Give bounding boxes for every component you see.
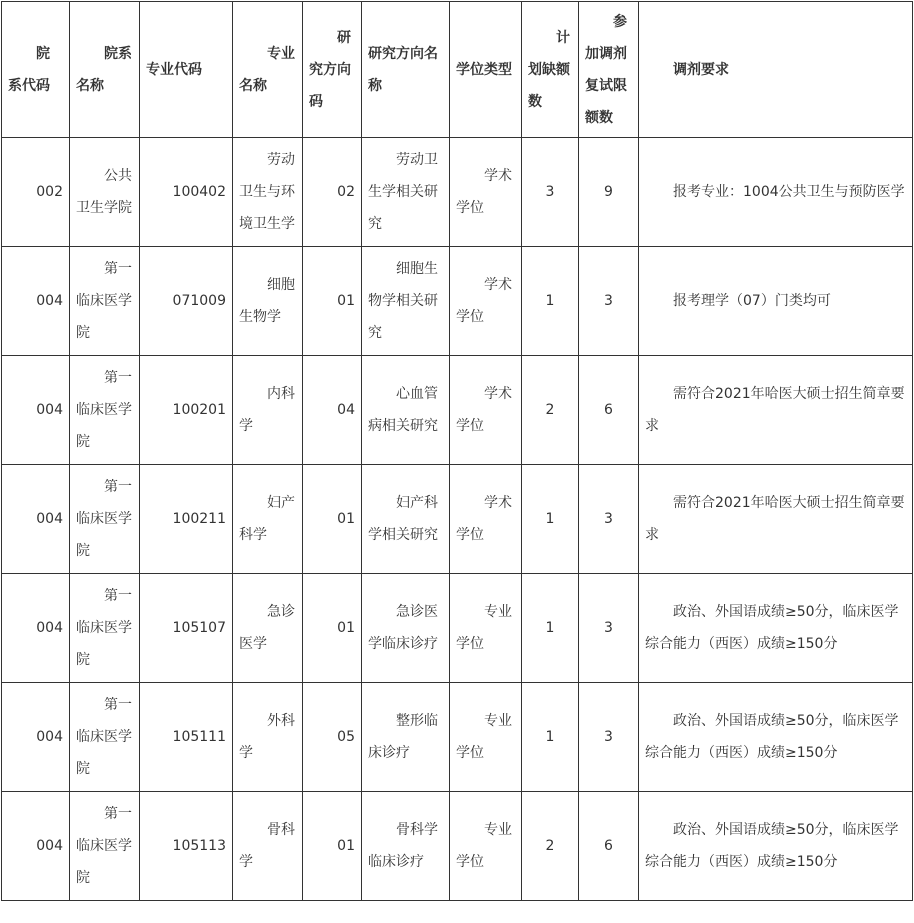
header-dept-name: 院系名称 — [70, 2, 140, 138]
cell-degree-type: 学术学位 — [450, 247, 522, 356]
cell-direction-name: 妇产科学相关研究 — [362, 465, 450, 574]
header-major-name: 专业名称 — [233, 2, 303, 138]
cell-degree-type: 学术学位 — [450, 356, 522, 465]
cell-degree-type: 专业学位 — [450, 792, 522, 901]
header-direction-code: 研究方向码 — [303, 2, 362, 138]
cell-plan-count: 3 — [522, 138, 579, 247]
cell-major-name: 劳动卫生与环境卫生学 — [233, 138, 303, 247]
cell-major-code: 100211 — [140, 465, 233, 574]
cell-major-name: 细胞生物学 — [233, 247, 303, 356]
cell-major-name: 急诊医学 — [233, 574, 303, 683]
table-row — [2, 138, 913, 247]
cell-retest-limit: 6 — [579, 356, 639, 465]
cell-requirement: 报考专业：1004公共卫生与预防医学 — [639, 138, 913, 247]
cell-retest-limit: 6 — [579, 792, 639, 901]
cell-plan-count: 1 — [522, 574, 579, 683]
cell-requirement: 需符合2021年哈医大硕士招生简章要求 — [639, 356, 913, 465]
cell-direction-name: 骨科学临床诊疗 — [362, 792, 450, 901]
table-row — [2, 683, 913, 792]
cell-dept-name: 第一临床医学院 — [70, 356, 140, 465]
cell-major-code: 105113 — [140, 792, 233, 901]
cell-dept-code: 004 — [2, 574, 70, 683]
cell-major-code: 105111 — [140, 683, 233, 792]
cell-plan-count: 2 — [522, 792, 579, 901]
cell-dept-code: 004 — [2, 465, 70, 574]
cell-direction-code: 04 — [303, 356, 362, 465]
cell-requirement: 报考理学（07）门类均可 — [639, 247, 913, 356]
table-row — [2, 356, 913, 465]
cell-requirement: 政治、外国语成绩≥50分，临床医学综合能力（西医）成绩≥150分 — [639, 574, 913, 683]
cell-major-name: 妇产科学 — [233, 465, 303, 574]
cell-retest-limit: 3 — [579, 247, 639, 356]
adjustment-table — [1, 1, 913, 901]
cell-dept-name: 公共卫生学院 — [70, 138, 140, 247]
cell-direction-code: 01 — [303, 574, 362, 683]
cell-retest-limit: 3 — [579, 574, 639, 683]
cell-plan-count: 1 — [522, 683, 579, 792]
cell-dept-name: 第一临床医学院 — [70, 792, 140, 901]
cell-dept-code: 004 — [2, 356, 70, 465]
cell-dept-name: 第一临床医学院 — [70, 574, 140, 683]
cell-direction-name: 劳动卫生学相关研究 — [362, 138, 450, 247]
cell-dept-name: 第一临床医学院 — [70, 247, 140, 356]
cell-dept-name: 第一临床医学院 — [70, 683, 140, 792]
cell-degree-type: 学术学位 — [450, 465, 522, 574]
cell-dept-code: 004 — [2, 792, 70, 901]
cell-requirement: 政治、外国语成绩≥50分，临床医学综合能力（西医）成绩≥150分 — [639, 792, 913, 901]
header-direction-name: 研究方向名称 — [362, 2, 450, 138]
cell-dept-name: 第一临床医学院 — [70, 465, 140, 574]
cell-direction-code: 01 — [303, 465, 362, 574]
header-requirement: 调剂要求 — [639, 2, 913, 138]
cell-major-code: 100201 — [140, 356, 233, 465]
cell-direction-name: 心血管病相关研究 — [362, 356, 450, 465]
cell-degree-type: 专业学位 — [450, 683, 522, 792]
cell-major-code: 105107 — [140, 574, 233, 683]
cell-dept-code: 004 — [2, 247, 70, 356]
cell-direction-code: 02 — [303, 138, 362, 247]
cell-degree-type: 专业学位 — [450, 574, 522, 683]
cell-major-name: 骨科学 — [233, 792, 303, 901]
cell-direction-name: 急诊医学临床诊疗 — [362, 574, 450, 683]
cell-major-code: 071009 — [140, 247, 233, 356]
table-row — [2, 792, 913, 901]
table-row — [2, 465, 913, 574]
cell-plan-count: 2 — [522, 356, 579, 465]
cell-major-name: 内科学 — [233, 356, 303, 465]
header-dept-code: 院系代码 — [2, 2, 70, 138]
cell-degree-type: 学术学位 — [450, 138, 522, 247]
table-row — [2, 247, 913, 356]
cell-retest-limit: 9 — [579, 138, 639, 247]
header-plan-count: 计划缺额数 — [522, 2, 579, 138]
cell-direction-code: 05 — [303, 683, 362, 792]
header-degree-type: 学位类型 — [450, 2, 522, 138]
cell-major-code: 100402 — [140, 138, 233, 247]
cell-major-name: 外科学 — [233, 683, 303, 792]
cell-direction-code: 01 — [303, 792, 362, 901]
header-retest-limit: 参加调剂复试限额数 — [579, 2, 639, 138]
cell-retest-limit: 3 — [579, 683, 639, 792]
cell-dept-code: 004 — [2, 683, 70, 792]
header-major-code: 专业代码 — [140, 2, 233, 138]
cell-dept-code: 002 — [2, 138, 70, 247]
cell-direction-name: 整形临床诊疗 — [362, 683, 450, 792]
cell-direction-code: 01 — [303, 247, 362, 356]
cell-requirement: 政治、外国语成绩≥50分，临床医学综合能力（西医）成绩≥150分 — [639, 683, 913, 792]
cell-plan-count: 1 — [522, 247, 579, 356]
header-row — [2, 2, 913, 138]
table-row — [2, 574, 913, 683]
cell-requirement: 需符合2021年哈医大硕士招生简章要求 — [639, 465, 913, 574]
cell-retest-limit: 3 — [579, 465, 639, 574]
cell-plan-count: 1 — [522, 465, 579, 574]
cell-direction-name: 细胞生物学相关研究 — [362, 247, 450, 356]
